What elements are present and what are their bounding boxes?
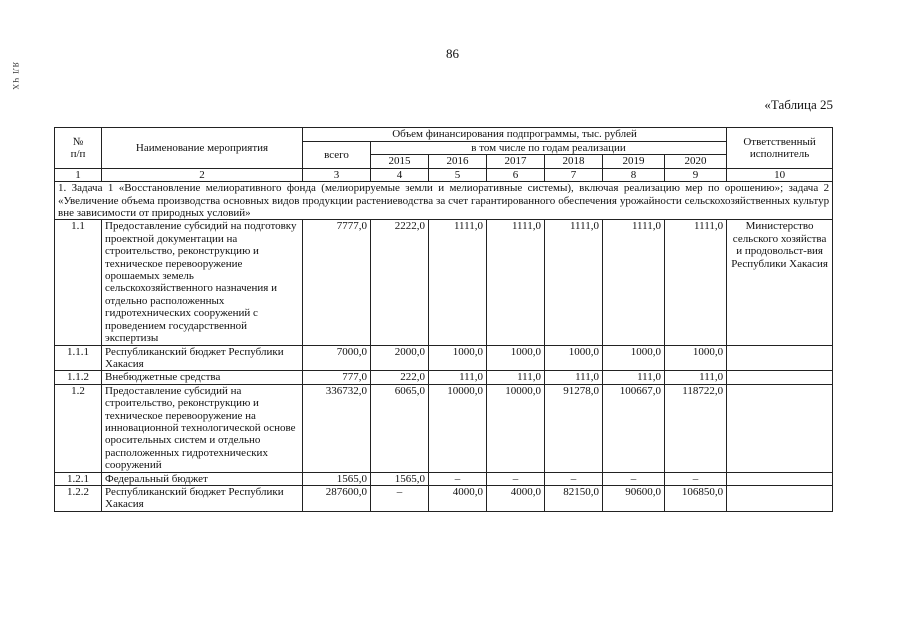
table-row (55, 472, 833, 485)
header-year: 2016 (429, 155, 487, 168)
table-title: «Таблица 25 (764, 97, 833, 112)
row-year-value: 1000,0 (603, 345, 665, 371)
row-year-value: – (603, 472, 665, 485)
row-year-value: 118722,0 (665, 384, 727, 472)
row-year-value: 4000,0 (429, 485, 487, 511)
row-year-value: 222,0 (371, 371, 429, 384)
row-year-value: 1111,0 (545, 220, 603, 345)
row-responsible-empty (727, 485, 833, 511)
header-year: 2015 (371, 155, 429, 168)
row-total: 287600,0 (303, 485, 371, 511)
row-number: 1.1.1 (55, 345, 102, 371)
row-year-value: 82150,0 (545, 485, 603, 511)
header-name: Наименование мероприятия (102, 128, 303, 169)
row-year-value: 111,0 (545, 371, 603, 384)
row-total: 7777,0 (303, 220, 371, 345)
column-number: 5 (429, 168, 487, 181)
row-year-value: 1111,0 (429, 220, 487, 345)
row-responsible-empty (727, 345, 833, 371)
row-number: 1.1.2 (55, 371, 102, 384)
table-body (55, 182, 833, 512)
row-year-value: 10000,0 (429, 384, 487, 472)
row-year-value: 1565,0 (371, 472, 429, 485)
row-year-value: 91278,0 (545, 384, 603, 472)
row-number: 1.2.2 (55, 485, 102, 511)
row-year-value: 90600,0 (603, 485, 665, 511)
table-row (55, 220, 833, 345)
column-number: 4 (371, 168, 429, 181)
financing-table (54, 127, 833, 512)
row-year-value: 1000,0 (429, 345, 487, 371)
task-description: 1. Задача 1 «Восстановление мелиоративного фонда (мелиорируемые земли и мелиоративные системы), включая реализацию мер по орошению»; задача 2 «Увеличение объема производства основных видов продукции растениеводства за счет гарантированного обеспечения урожайности сельскохозяйственных культур вне зависимости от природных условий» (55, 182, 833, 220)
row-year-value: 1111,0 (665, 220, 727, 345)
row-year-value: – (371, 485, 429, 511)
table-row (55, 371, 833, 384)
row-name: Федеральный бюджет (102, 472, 303, 485)
column-number: 9 (665, 168, 727, 181)
row-number: 1.2.1 (55, 472, 102, 485)
column-number: 7 (545, 168, 603, 181)
header-by-years: в том числе по годам реализации (371, 142, 727, 155)
column-number: 6 (487, 168, 545, 181)
row-year-value: – (665, 472, 727, 485)
header-responsible: Ответственный исполнитель (727, 128, 833, 169)
header-num: № п/п (55, 128, 102, 169)
column-number: 8 (603, 168, 665, 181)
row-year-value: – (545, 472, 603, 485)
side-mark: ЯЛ ЧХ (11, 62, 20, 91)
row-name: Внебюджетные средства (102, 371, 303, 384)
header-year: 2020 (665, 155, 727, 168)
row-total: 1565,0 (303, 472, 371, 485)
header-year: 2018 (545, 155, 603, 168)
header-volume: Объем финансирования подпрограммы, тыс. рублей (303, 128, 727, 142)
row-year-value: 111,0 (429, 371, 487, 384)
row-responsible-empty (727, 384, 833, 472)
row-year-value: 111,0 (603, 371, 665, 384)
row-year-value: 2000,0 (371, 345, 429, 371)
header-total: всего (303, 142, 371, 169)
table-row (55, 345, 833, 371)
row-year-value: – (487, 472, 545, 485)
column-number: 3 (303, 168, 371, 181)
row-year-value: 111,0 (487, 371, 545, 384)
column-number: 2 (102, 168, 303, 181)
row-name: Предоставление субсидий на строительство, реконструкцию и техническое перевооружение на инновационной технологической основе оросительных систем и отдельно расположенных гидротехнических сооружений (102, 384, 303, 472)
row-responsible-empty (727, 472, 833, 485)
row-name: Республиканский бюджет Республики Хакасия (102, 345, 303, 371)
row-year-value: 111,0 (665, 371, 727, 384)
row-year-value: 2222,0 (371, 220, 429, 345)
row-year-value: 4000,0 (487, 485, 545, 511)
row-year-value: 6065,0 (371, 384, 429, 472)
table-row (55, 384, 833, 472)
row-year-value: 100667,0 (603, 384, 665, 472)
row-total: 7000,0 (303, 345, 371, 371)
row-year-value: 1000,0 (545, 345, 603, 371)
header-year: 2017 (487, 155, 545, 168)
row-year-value: – (429, 472, 487, 485)
column-number: 1 (55, 168, 102, 181)
row-total: 777,0 (303, 371, 371, 384)
page-number: 86 (446, 46, 459, 61)
row-number: 1.1 (55, 220, 102, 345)
row-total: 336732,0 (303, 384, 371, 472)
row-responsible: Министерство сельского хозяйства и продовольст-вия Республики Хакасия (727, 220, 833, 345)
header-year: 2019 (603, 155, 665, 168)
row-year-value: 106850,0 (665, 485, 727, 511)
table-row (55, 485, 833, 511)
row-year-value: 1111,0 (603, 220, 665, 345)
row-year-value: 1000,0 (665, 345, 727, 371)
row-year-value: 10000,0 (487, 384, 545, 472)
row-year-value: 1111,0 (487, 220, 545, 345)
row-name: Предоставление субсидий на подготовку проектной документации на строительство, реконструкцию и техническое перевооружение орошаемых земель сельскохозяйственного назначения и отдельно расположенных гидротехнических сооружений с проведением государственной экспертизы (102, 220, 303, 345)
table-header (55, 128, 833, 182)
row-name: Республиканский бюджет Республики Хакасия (102, 485, 303, 511)
row-year-value: 1000,0 (487, 345, 545, 371)
column-number: 10 (727, 168, 833, 181)
row-responsible-empty (727, 371, 833, 384)
row-number: 1.2 (55, 384, 102, 472)
